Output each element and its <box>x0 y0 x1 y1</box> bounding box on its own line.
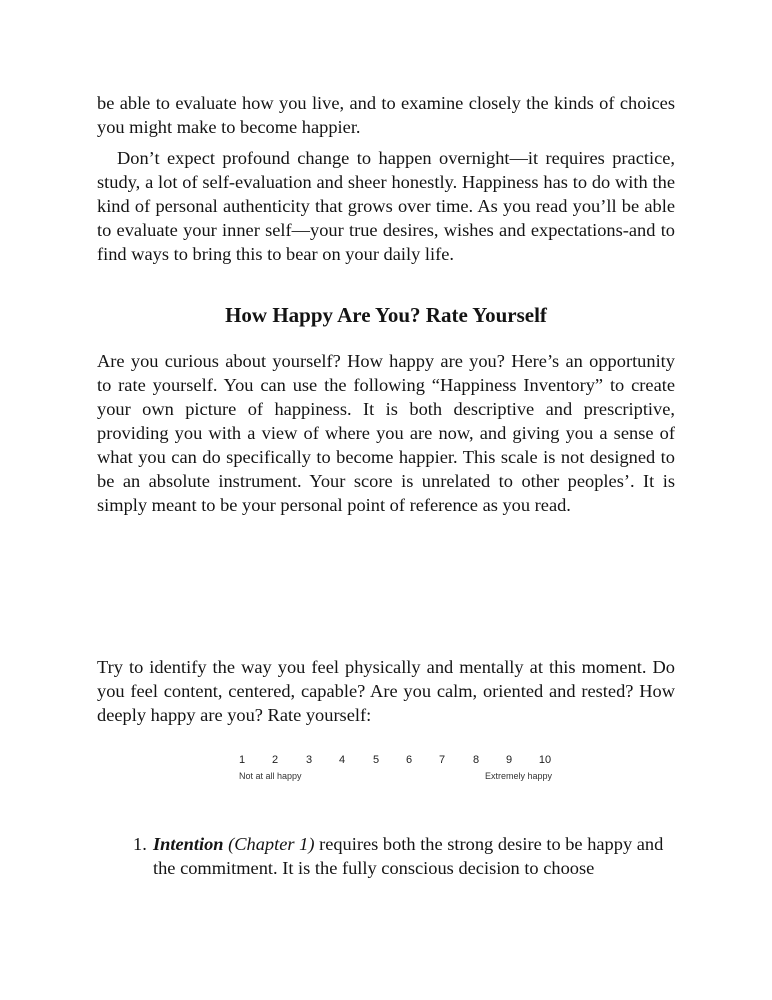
scale-number: 7 <box>438 754 446 766</box>
scale-number: 1 <box>238 754 246 766</box>
scale-number: 8 <box>472 754 480 766</box>
scale-low-label: Not at all happy <box>239 771 302 781</box>
scale-high-label: Extremely happy <box>484 771 552 781</box>
scale-number: 3 <box>305 754 313 766</box>
paragraph-change-overnight: Don’t expect profound change to happen overnight—it requires practice, study, a lot of self-evaluation and sheer honestly. Happiness has to do with the kind of personal authenticity that grows over time. As you read you’ll be able to evaluate your inner self—your true desires, wishes and expectations-and to find ways to bring this to bear on your daily life. <box>97 148 675 264</box>
scale-number: 5 <box>372 754 380 766</box>
list-item-term: Intention <box>153 834 224 854</box>
list-item-intention <box>133 832 673 880</box>
list-item-text: requires both the strong desire to be happy and the commitment. It is the fully conscious decision to choose <box>153 834 664 878</box>
list-item-number: 1. <box>133 834 147 854</box>
scale-number: 9 <box>505 754 513 766</box>
section-heading: How Happy Are You? Rate Yourself <box>225 303 547 327</box>
paragraph-happiness-inventory: Are you curious about yourself? How happy are you? Here’s an opportunity to rate yourself. You can use the following “Happiness Inventory” to create your own picture of happiness. It is both descriptive and prescriptive, providing you with a view of where you are now, and giving you a sense of what you can do specifically to become happier. This scale is not designed to be an absolute instrument. Your score is unrelated to other peoples’. It is simply meant to be your personal point of reference as you read. <box>97 351 675 515</box>
list-item-body <box>153 832 673 880</box>
scale-number: 10 <box>538 754 552 766</box>
scale-number: 6 <box>405 754 413 766</box>
happiness-rating-scale <box>232 753 562 789</box>
paragraph-intro-continuation: be able to evaluate how you live, and to examine closely the kinds of choices you might make to become happier. <box>97 93 675 137</box>
scale-number: 4 <box>338 754 346 766</box>
list-item-chapter: (Chapter 1) <box>228 834 315 854</box>
scale-number: 2 <box>271 754 279 766</box>
paragraph-rate-yourself: Try to identify the way you feel physically and mentally at this moment. Do you feel content, centered, capable? Are you calm, oriented and rested? How deeply happy are you? Rate yourself: <box>97 657 675 725</box>
